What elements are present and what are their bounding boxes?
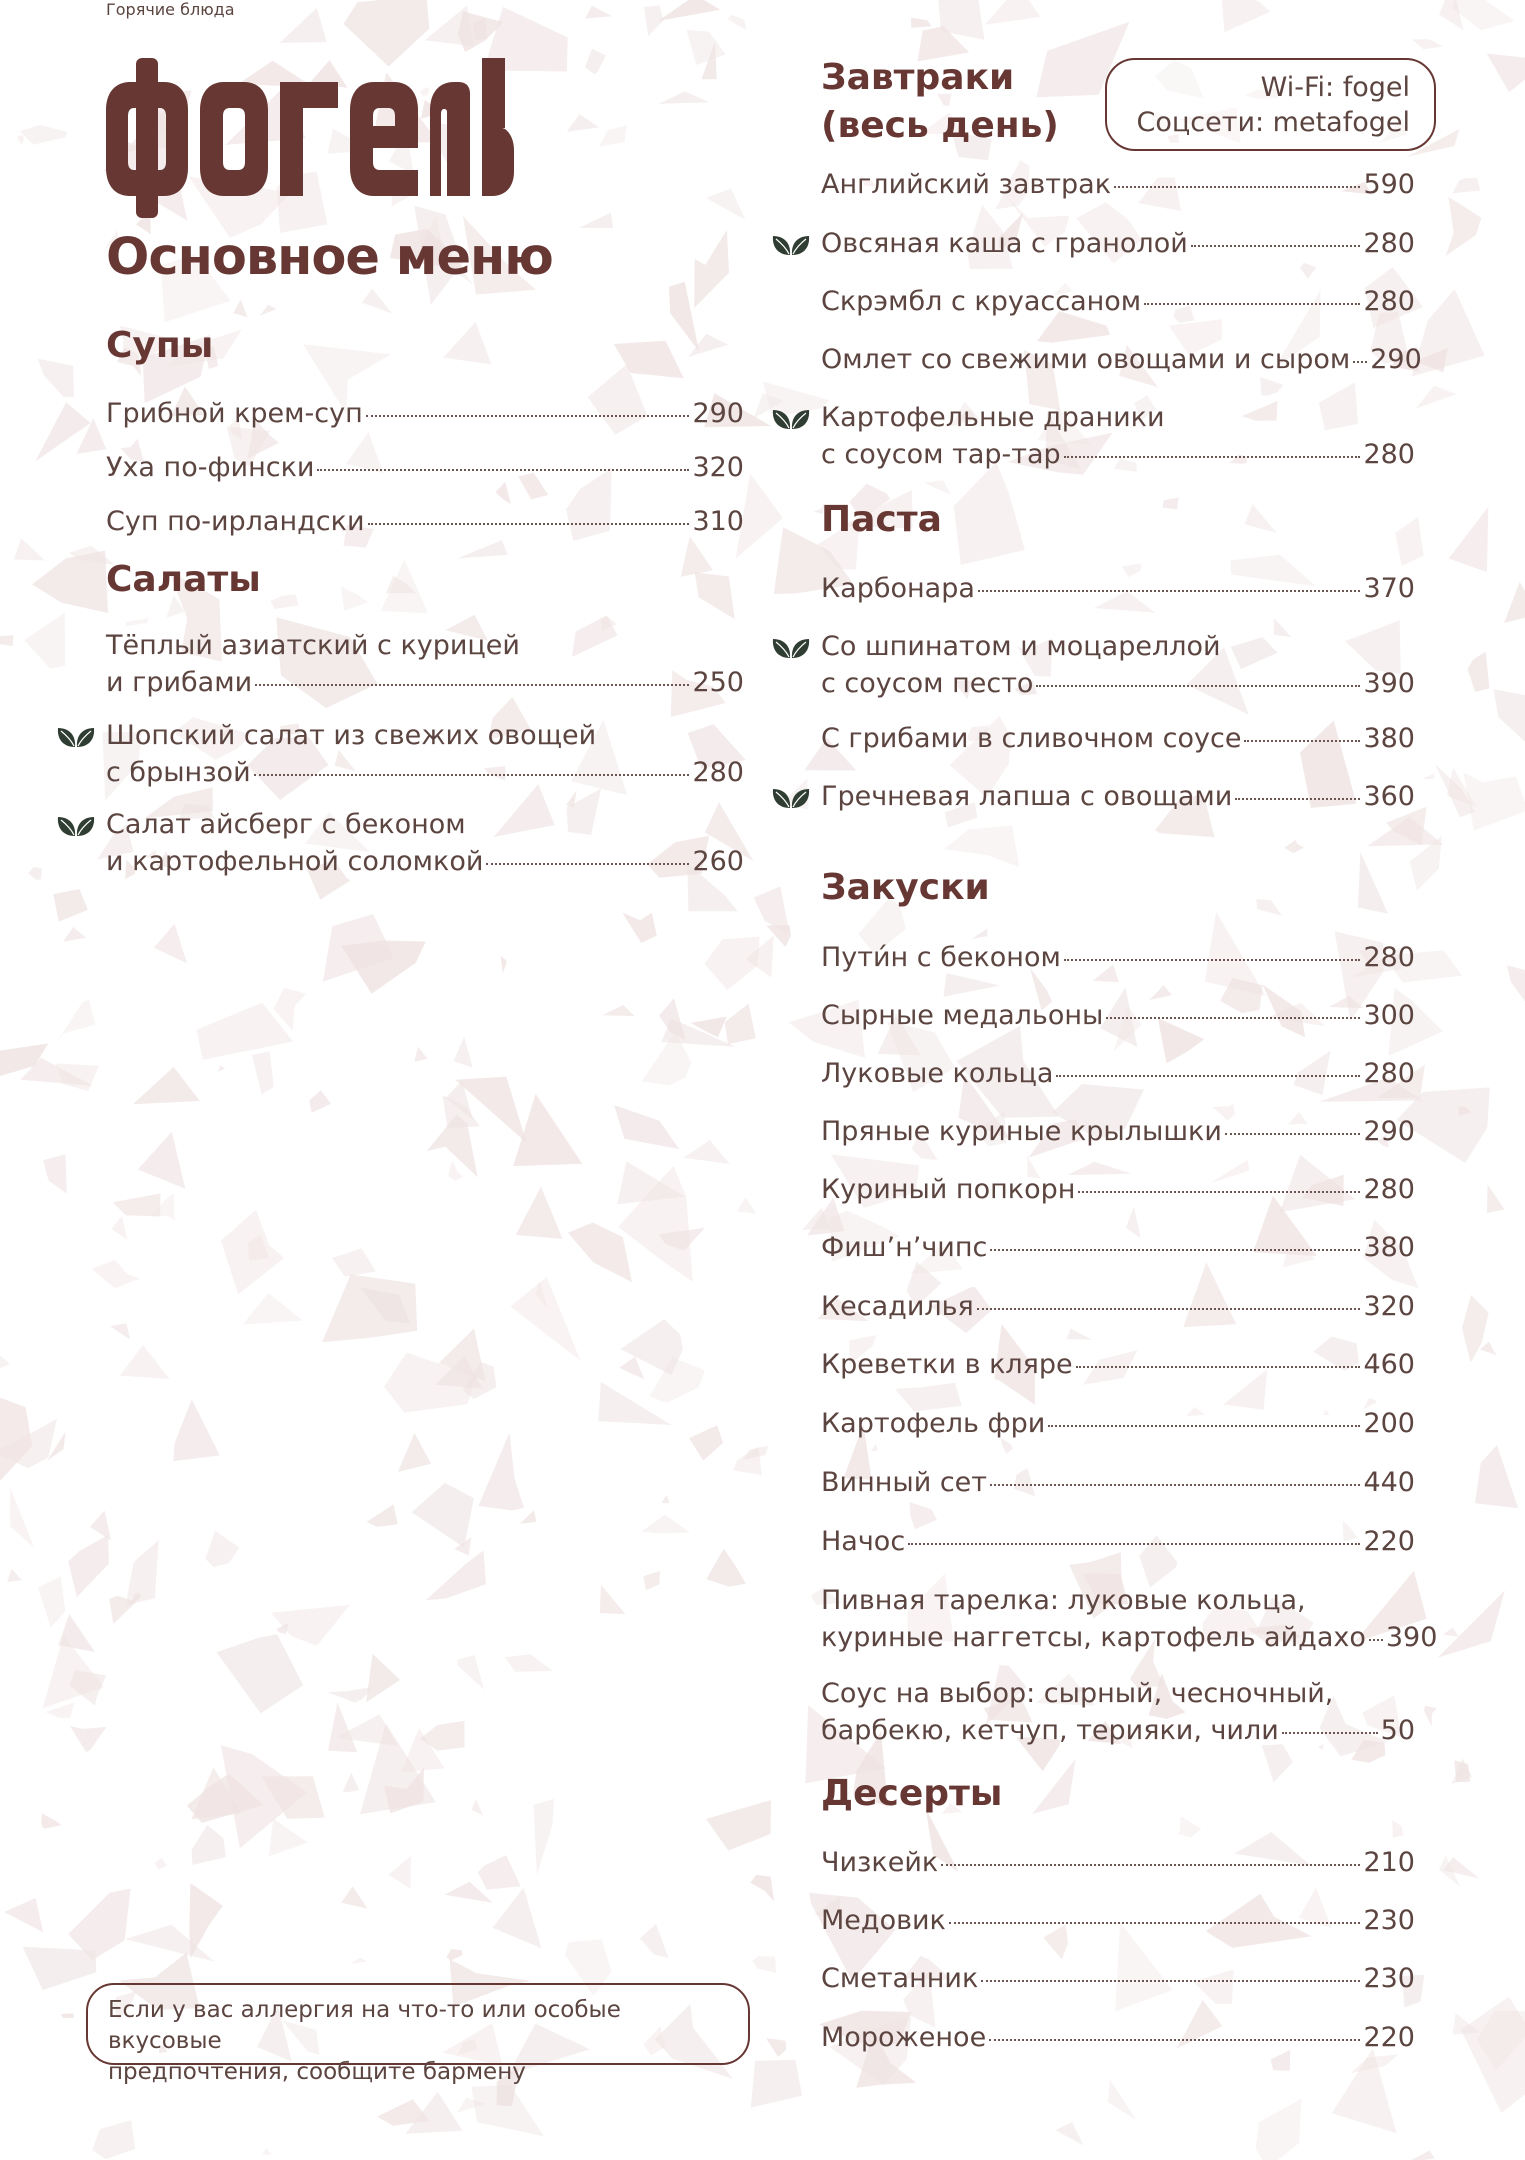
menu-item: Винный сет 440 xyxy=(821,1467,1415,1498)
leaf-icon xyxy=(56,814,96,838)
menu-item: Овсяная каша с гранолой 280 xyxy=(821,225,1415,262)
menu-item: Пивная тарелка: луковые кольца, куриные наггетсы, картофель айдахо 390 xyxy=(821,1585,1438,1653)
section-heading-snacks: Закуски xyxy=(821,867,990,908)
wifi-text: Wi-Fi: fogel xyxy=(1260,72,1410,103)
allergy-note-line: предпочтения, сообщите бармену xyxy=(108,2059,526,2085)
social-text: Соцсети: metafogel xyxy=(1136,107,1410,138)
menu-item: Медовик 230 xyxy=(821,1905,1415,1936)
leaf-icon xyxy=(771,233,811,257)
menu-item: С грибами в сливочном соусе 380 xyxy=(821,723,1415,754)
menu-item: Со шпинатом и моцареллой с соусом песто 390 xyxy=(821,628,1415,702)
menu-item: Креветки в кляре 460 xyxy=(821,1349,1415,1380)
menu-item: Кесадилья 320 xyxy=(821,1291,1415,1322)
section-heading-desserts: Десерты xyxy=(821,1773,1003,1814)
menu-item: Салат айсберг с беконом и картофельной соломкой 260 xyxy=(106,806,744,880)
menu-item: Омлет со свежими овощами и сыром 290 xyxy=(821,344,1422,375)
menu-item: Грибной крем-суп 290 xyxy=(106,398,744,429)
menu-item: Начос 220 xyxy=(821,1526,1415,1557)
menu-item: Луковые кольца 280 xyxy=(821,1058,1415,1089)
menu-item: Картофельные драники с соусом тар-тар 280 xyxy=(821,399,1415,473)
leaf-icon xyxy=(771,407,811,431)
menu-item: Мороженое 220 xyxy=(821,2022,1415,2053)
leaf-icon xyxy=(56,725,96,749)
allergy-note xyxy=(86,1983,750,2085)
section-heading-soups: Супы xyxy=(106,325,214,366)
section-heading-breakfasts: Завтраки (весь день) xyxy=(821,57,1059,146)
menu-item: Английский завтрак 590 xyxy=(821,169,1415,200)
fogel-logo xyxy=(106,58,514,218)
menu-item: Гречневая лапша с овощами 360 xyxy=(821,778,1415,815)
menu-item: Тёплый азиатский с курицей и грибами 250 xyxy=(106,630,744,698)
section-heading-pasta: Паста xyxy=(821,499,942,540)
menu-item: Суп по-ирландски 310 xyxy=(106,506,744,537)
page-title: Основное меню xyxy=(106,228,553,287)
menu-item: Чизкейк 210 xyxy=(821,1847,1415,1878)
leaf-icon xyxy=(771,786,811,810)
menu-item: Картофель фри 200 xyxy=(821,1408,1415,1439)
menu-item: Карбонара 370 xyxy=(821,573,1415,604)
leaf-icon xyxy=(771,636,811,660)
menu-item: Скрэмбл с круассаном 280 xyxy=(821,286,1415,317)
menu-item: Пути́н с беконом 280 xyxy=(821,942,1415,973)
section-heading-salads: Салаты xyxy=(106,559,261,600)
menu-item: Куриный попкорн 280 xyxy=(821,1174,1415,1205)
menu-item: Сметанник 230 xyxy=(821,1963,1415,1994)
allergy-note-line: Если у вас аллергия на что-то или особые вкусовые xyxy=(108,1997,621,2054)
menu-item: Фиш’н’чипс 380 xyxy=(821,1232,1415,1263)
section-heading-hot: Горячие блюда xyxy=(106,0,235,19)
wifi-info-box xyxy=(1105,58,1436,151)
menu-item: Уха по-фински 320 xyxy=(106,452,744,483)
menu-item: Соус на выбор: сырный, чесночный, барбекю, кетчуп, терияки, чили 50 xyxy=(821,1678,1415,1746)
menu-item: Сырные медальоны 300 xyxy=(821,1000,1415,1031)
menu-item: Шопский салат из свежих овощей с брынзой 280 xyxy=(106,717,744,791)
menu-item: Пряные куриные крылышки 290 xyxy=(821,1116,1415,1147)
